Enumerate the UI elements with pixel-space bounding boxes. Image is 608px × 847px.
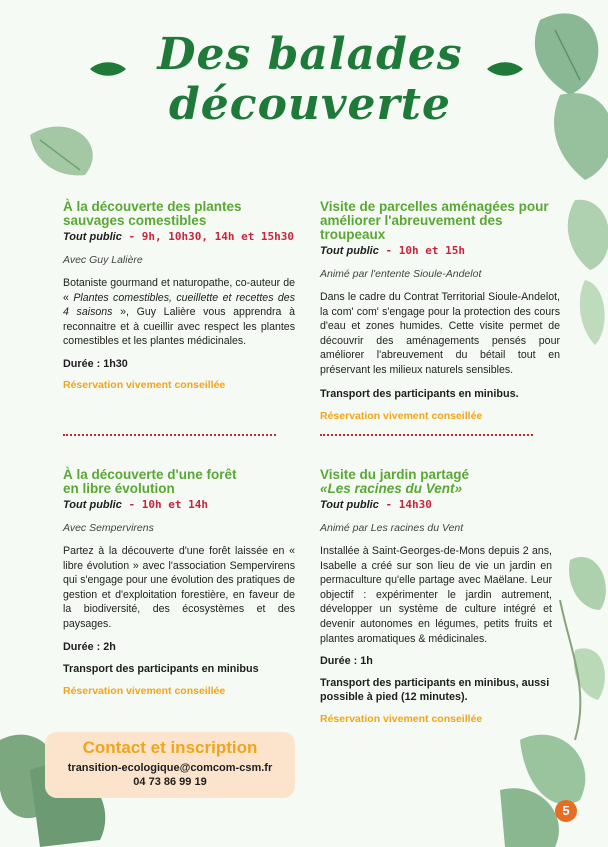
event-schedule [320, 497, 552, 513]
event-card [63, 200, 295, 391]
event-duration: Durée : 2h [63, 640, 116, 653]
contact-email[interactable]: transition-ecologique@comcom-csm.fr [67, 762, 273, 774]
event-title [63, 200, 295, 228]
event-description: Installée à Saint-Georges-de-Mons depuis 2 ans, Isabelle a créé sur son lieu de vie un jardin en permaculture qu'elle partage avec Maëlane. Leur objectif : expérimenter le jardin autrement, développer un système de culture intégré et devenir autonomes en légumes, petits fruits et plantes aromatiques & médicinales. [320, 545, 552, 645]
event-schedule [63, 497, 295, 513]
audience-label: Tout public [320, 245, 379, 257]
audience-label: Tout public [320, 499, 379, 511]
event-title-line: sauvages comestibles [63, 213, 207, 228]
event-host: Animé par l'entente Sioule-Andelot [320, 268, 482, 280]
event-description: Partez à la découverte d'une forêt laissée en « libre évolution » avec l'association Sempervirens qui s'engage pour une évolution des pratiques de gestion et d'exploitation forestière, en faveur de la biodiversité, des écosystèmes et des paysages. [63, 545, 295, 630]
event-duration: Durée : 1h [320, 655, 373, 668]
event-title-line: en libre évolution [63, 481, 175, 496]
contact-box [45, 732, 295, 798]
event-title-line: améliorer l'abreuvement des troupeaux [320, 213, 503, 242]
event-title [320, 200, 560, 242]
book-title: Plantes comestibles, cueillette et recettes des 4 saisons [63, 291, 295, 319]
page-title [80, 30, 540, 130]
event-duration: Durée : 1h30 [63, 357, 128, 370]
event-times: - 14h30 [378, 498, 432, 511]
reservation-note: Réservation vivement conseillée [63, 378, 226, 391]
title-line-2: découverte [169, 79, 451, 130]
event-schedule [320, 243, 560, 259]
event-host: Animé par Les racines du Vent [320, 522, 464, 534]
event-title [63, 468, 295, 496]
reservation-note: Réservation vivement conseillée [63, 684, 226, 697]
event-times: - 9h, 10h30, 14h et 15h30 [121, 230, 295, 243]
event-card [320, 468, 552, 725]
event-card [63, 468, 295, 697]
event-description: Dans le cadre du Contrat Territorial Sioule-Andelot, la com' com' s'engage pour la protection des cours d'eau et zones humides. Cette visite permet de découvrir des aménagements pensés pour améliorer l'abreuvement du bétail tout en préservant les milieux naturels sensibles. [320, 291, 560, 376]
event-times: - 10h et 15h [378, 244, 465, 257]
section-divider [63, 434, 276, 436]
page-number-badge: 5 [555, 800, 577, 822]
event-transport: Transport des participants en minibus [63, 662, 259, 675]
event-title-line: Visite du jardin partagé [320, 467, 470, 482]
event-title-line: Visite de parcelles aménagées pour [320, 199, 549, 214]
event-title [320, 468, 552, 482]
event-card [320, 200, 560, 422]
event-times: - 10h et 14h [121, 498, 208, 511]
contact-title: Contact et inscription [82, 738, 258, 757]
audience-label: Tout public [63, 231, 122, 243]
event-host: Avec Guy Lalière [63, 254, 143, 266]
section-divider [320, 434, 533, 436]
event-transport: Transport des participants en minibus. [320, 387, 519, 400]
event-description: Botaniste gourmand et naturopathe, co-auteur de « Plantes comestibles, cueillette et recettes des 4 saisons », Guy Lalière vous apprendra à reconnaitre et à cueillir avec respect les plantes comestibles et les plantes médicinales. [63, 277, 295, 348]
reservation-note: Réservation vivement conseillée [320, 409, 483, 422]
audience-label: Tout public [63, 499, 122, 511]
contact-phone[interactable]: 04 73 86 99 19 [133, 776, 207, 788]
event-transport: Transport des participants en minibus, aussi possible à pied (12 minutes). [320, 677, 550, 704]
event-schedule [63, 229, 295, 245]
event-title-line: À la découverte d'une forêt [63, 467, 237, 482]
event-title-line: À la découverte des plantes [63, 199, 242, 214]
event-title-italic: «Les racines du Vent» [320, 481, 463, 496]
event-host: Avec Sempervirens [63, 522, 154, 534]
title-line-1: Des balades [157, 29, 463, 80]
reservation-note: Réservation vivement conseillée [320, 713, 483, 726]
